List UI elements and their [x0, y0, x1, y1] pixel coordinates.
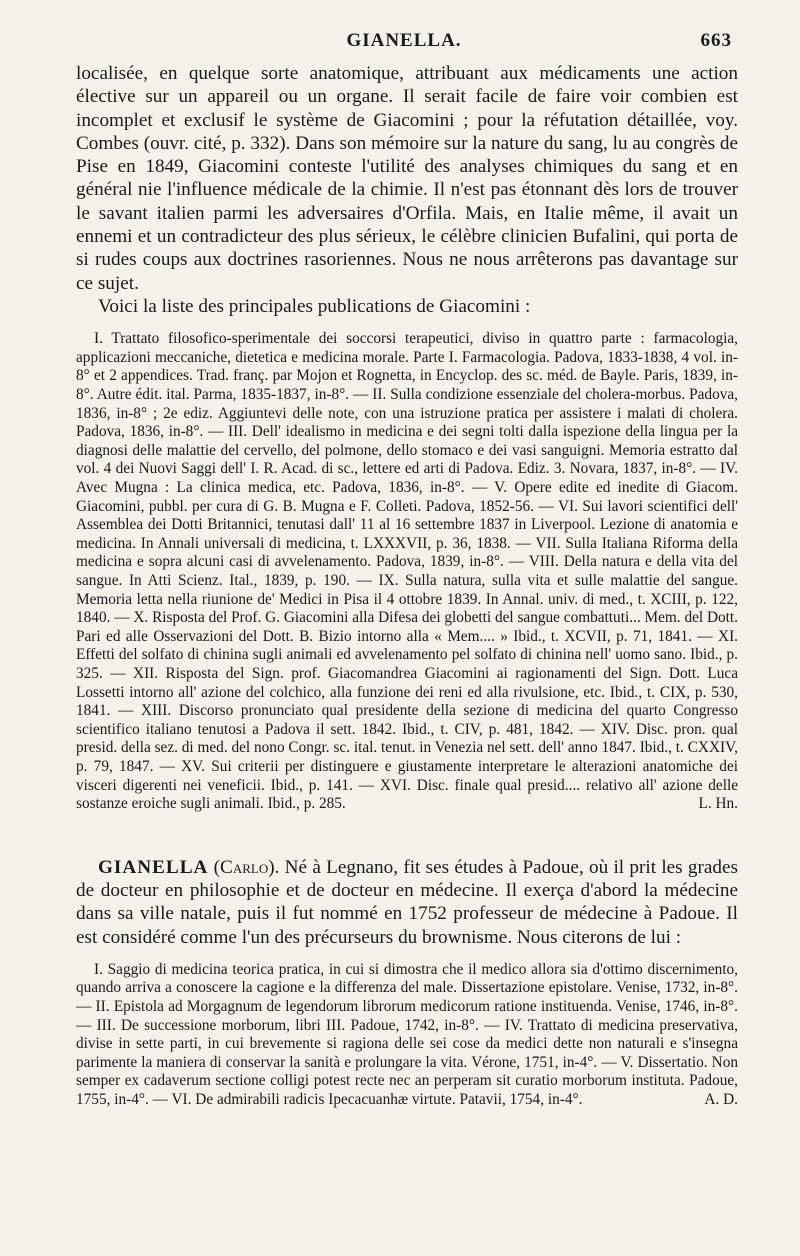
running-title: GIANELLA.: [346, 30, 462, 51]
article-forename: (Carlo).: [213, 856, 280, 878]
gianella-article: [76, 856, 738, 1110]
running-header: [76, 30, 732, 56]
giacomini-bibliography-text: I. Trattato filosofico-sperimentale dei soccorsi terapeutici, diviso in quattro parte : farmacologia, applicazioni meccaniche, dietetica e medicina morale. Parte I. Farmacologia. Padova, 1833-1838, 4 vol. in-8° et 2 appendices. Trad. franç. par Mojon et Rognetta, in Encyclop. des sc. méd. de Bayle. Paris, 1839, in-8°. Autre édit. ital. Parma, 1835-1837, in-8°. — II. Sulla condizione essenziale del cholera-morbus. Padova, 1836, in-8° ; 2e ediz. Aggiuntevi delle note, con una istruzione pratica per assistere i malati di cholera. Padova, 1836, in-8°. — III. Dell' idealismo in medicina e dei segni tolti dalla ispezione della lingua per la diagnosi delle malattie del cervello, del polmone, dello stomaco e dei vasi sanguigni. Memoria estratto dal vol. 4 dei Nuovi Saggi dell' I. R. Acad. di sc., lettere ed arti di Padova. Ediz. 3. Novara, 1837, in-8°. — IV. Avec Mugna : La clinica medica, etc. Padova, 1836, in-8°. — V. Opere edite ed inedite di Giacom. Giacomini, pubbl. per cura di G. B. Mugna e F. Colleti. Padova, 1852-56. — VI. Sui lavori scientifici dell' Assemblea dei Dotti Britannici, tenutasi dall' 11 al 16 settembre 1837 in Liverpool. Lezione di anatomia e medicina. In Annali universali di medicina, t. LXXXVII, p. 36, 1838. — VII. Sulla Italiana Riforma della medicina e sopra alcuni casi di avvelenamento. Padova, 1839, in-8°. — VIII. Della natura e della vita del sangue. In Atti Scienz. Ital., 1839, p. 190. — IX. Sulla natura, sulla vita et sulle malattie del sangue. Memoria letta nella riunione de' Medici in Pisa il 4 ottobre 1839. In Annal. univ. di med., t. XCIII, p. 122, 1840. — X. Risposta del Prof. G. Giacomini alla Difesa dei globetti del sangue combattuti... Mem. del Dott. Pari ed alle Osservazioni del Dott. B. Bizio intorno alla « Mem.... » Ibid., t. XCVII, p. 71, 1841. — XI. Effetti del solfato di chinina sugli animali ed avvelenamento pel solfato di chinina nell' uomo sano. Ibid., p. 325. — XII. Risposta del Sign. prof. Giacomandrea Giacomini ai ragionamenti del Sign. Dott. Luca Lossetti intorno all' azione del colchico, alla funzione dei reni ed alla rivulsione, etc. Ibid., t. CIX, p. 530, 1841. — XIII. Discorso pronunciato qual presidente della sezione di medicina del quarto Congresso scientifico italiano tenutosi a Padova il sett. 1842. Ibid., t. CIV, p. 481, 1842. — XIV. Disc. pron. qual presid. della sez. di med. del nono Congr. sc. ital. tenut. in Venezia nel sett. dell' anno 1847. Ibid., t. CXXIV, p. 79, 1847. — XV. Sui criterii per distinguere e giustamente interpretare le alterazioni anatomiche dei visceri digerenti nei veneficii. Ibid., p. 141. — XVI. Disc. finale qual presid.... relativo all' azione delle sostanze eroiche sugli animali. Ibid., p. 285.: [76, 330, 738, 813]
giacomini-paragraph: localisée, en quelque sorte anatomique, attribuant aux médicaments une action élective sur un appareil ou un organe. Il serait facile de faire voir combien est incomplet et exclusif le système de Giacomini ; pour la réfutation détaillée, voy. Combes (ouvr. cité, p. 332). Dans son mémoire sur la nature du sang, lu au congrès de Pise en 1849, Giacomini conteste l'utilité des analyses chimiques du sang et en général nie l'influence médicale de la chimie. Il n'est pas étonnant dès lors de trouver le savant italien parmi les adversaires d'Orfila. Mais, en Italie même, il avait un ennemi et un contradicteur des plus sérieux, le célèbre clinicien Bufalini, qui porta de si rudes coups aux doctrines rasoriennes. Nous ne nous arrêterons pas davantage sur ce sujet.: [76, 63, 738, 294]
giacomini-list-intro: Voici la liste des principales publications de Giacomini :: [98, 295, 531, 317]
page-number: 663: [700, 30, 732, 51]
gianella-bibliography: [76, 961, 738, 1110]
gianella-bibliography-text: I. Saggio di medicina teorica pratica, in cui si dimostra che il medico allora sia d'ottimo discernimento, quando arriva a conoscere la cagione e la differenza del male. Dissertazione epistolare. Venise, 1732, in-8°. — II. Epistola ad Morgagnum de legendorum librorum medicorum ratione instituenda. Venise, 1746, in-8°. — III. De successione morborum, libri III. Padoue, 1742, in-8°. — IV. Trattato di medicina preservativa, divise in sette parti, in cui brevemente si ragiona delle sei cose da medici dette non naturali e s'insegna parimente la maniera di conservar la sanità e prolungare la vita. Vérone, 1751, in-4°. — V. Dissertatio. Non semper ex cadaverum sectione colligi potest recte nec an perperam sit curatio morborum instituta. Padoue, 1755, in-4°. — VI. De admirabili radicis Ipecacuanhæ virtute. Patavii, 1754, in-4°.: [76, 960, 738, 1109]
giacomini-bibliography: [76, 330, 738, 813]
page-body: [76, 62, 738, 1110]
gianella-paragraph-text: Né à Legnano, fit ses études à Padoue, où il prit les grades de docteur en philosophie et de docteur en médecine. Il exerça d'abord la médecine dans sa ville natale, puis il fut nommé en 1752 professeur de médecine à Padoue. Il est considéré comme l'un des précurseurs du brownisme. Nous citerons de lui :: [76, 856, 738, 948]
author-signature: A. D.: [704, 1091, 738, 1109]
gianella-paragraph: [76, 856, 738, 949]
author-signature: L. Hn.: [698, 795, 738, 813]
article-headword: GIANELLA: [98, 856, 209, 878]
